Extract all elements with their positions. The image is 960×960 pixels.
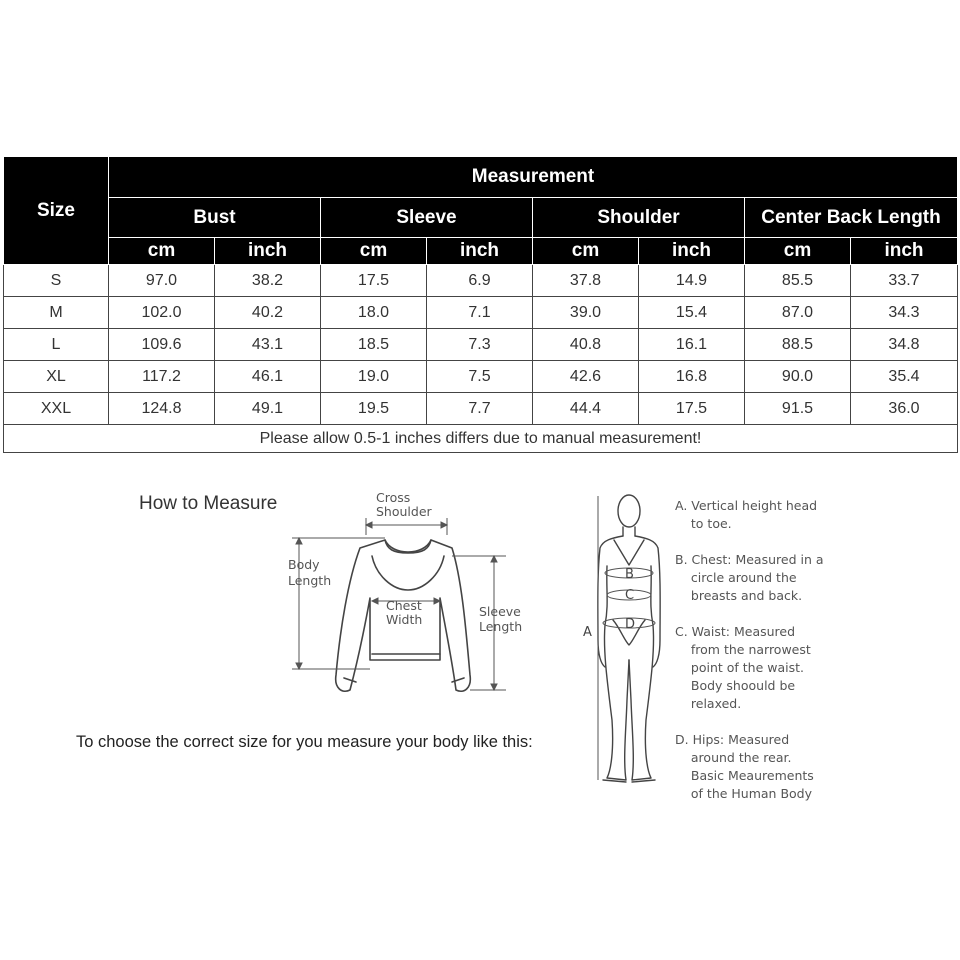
arrowhead — [491, 684, 497, 690]
unit-header: inch — [427, 238, 533, 265]
value-cell: 18.0 — [321, 297, 427, 329]
value-cell: 7.7 — [427, 393, 533, 425]
value-cell: 7.5 — [427, 361, 533, 393]
unit-header: cm — [321, 238, 427, 265]
body-figure-illustration — [598, 495, 660, 782]
legend-line: D. Hips: Measured — [675, 732, 790, 747]
value-cell: 42.6 — [533, 361, 639, 393]
arrowhead — [296, 663, 302, 669]
marker-d: D — [625, 617, 636, 632]
value-cell: 40.2 — [215, 297, 321, 329]
value-cell: 85.5 — [745, 265, 851, 297]
value-cell: 49.1 — [215, 393, 321, 425]
sleeve-length-label: Sleeve — [479, 604, 521, 619]
value-cell: 46.1 — [215, 361, 321, 393]
legend-line: to toe. — [675, 516, 732, 531]
legend-c — [675, 623, 811, 713]
arrowhead — [372, 598, 378, 604]
garment-labels — [288, 490, 522, 634]
arrowhead — [434, 598, 440, 604]
legend-line: of the Human Body — [675, 786, 813, 801]
value-cell: 90.0 — [745, 361, 851, 393]
value-cell: 34.8 — [851, 329, 958, 361]
measure-instruction: To choose the correct size for you measure your body like this: — [76, 733, 533, 751]
body-length-label: Length — [288, 573, 332, 588]
value-cell: 87.0 — [745, 297, 851, 329]
marker-a: A — [583, 625, 592, 640]
value-cell: 117.2 — [109, 361, 215, 393]
size-header: Size — [4, 157, 109, 265]
legend-line: A. Vertical height head — [675, 498, 818, 513]
size-cell: M — [4, 297, 109, 329]
value-cell: 124.8 — [109, 393, 215, 425]
value-cell: 88.5 — [745, 329, 851, 361]
legend-line: Body shoould be — [675, 678, 796, 693]
value-cell: 37.8 — [533, 265, 639, 297]
arrowhead — [491, 556, 497, 562]
value-cell: 97.0 — [109, 265, 215, 297]
measurement-note: Please allow 0.5-1 inches differs due to manual measurement! — [4, 425, 958, 453]
arrowhead — [441, 522, 447, 528]
value-cell: 19.5 — [321, 393, 427, 425]
center-back-length-header: Center Back Length — [745, 198, 958, 238]
value-cell: 39.0 — [533, 297, 639, 329]
value-cell: 18.5 — [321, 329, 427, 361]
cross-shoulder-label: Shoulder — [376, 504, 432, 519]
measurement-header: Measurement — [109, 157, 958, 198]
value-cell: 109.6 — [109, 329, 215, 361]
arrowhead — [296, 538, 302, 544]
value-cell: 16.1 — [639, 329, 745, 361]
legend-line: point of the waist. — [675, 660, 804, 675]
value-cell: 38.2 — [215, 265, 321, 297]
sleeve-header: Sleeve — [321, 198, 533, 238]
value-cell: 34.3 — [851, 297, 958, 329]
legend-d — [675, 731, 814, 803]
size-cell: XL — [4, 361, 109, 393]
value-cell: 14.9 — [639, 265, 745, 297]
legend-a — [675, 497, 817, 533]
value-cell: 40.8 — [533, 329, 639, 361]
sleeve-length-label: Length — [479, 619, 523, 634]
value-cell: 16.8 — [639, 361, 745, 393]
body-length-label: Body — [288, 557, 320, 572]
unit-header: cm — [109, 238, 215, 265]
unit-header: inch — [215, 238, 321, 265]
value-cell: 35.4 — [851, 361, 958, 393]
size-cell: L — [4, 329, 109, 361]
value-cell: 17.5 — [321, 265, 427, 297]
marker-c: C — [625, 588, 635, 603]
value-cell: 36.0 — [851, 393, 958, 425]
value-cell: 102.0 — [109, 297, 215, 329]
unit-header: cm — [533, 238, 639, 265]
value-cell: 91.5 — [745, 393, 851, 425]
figure-markers — [583, 567, 635, 640]
unit-header: cm — [745, 238, 851, 265]
chest-width-label: Width — [386, 612, 423, 627]
unit-header: inch — [851, 238, 958, 265]
legend-line: C. Waist: Measured — [675, 624, 796, 639]
cross-shoulder-label: Cross — [376, 490, 411, 505]
legend-line: from the narrowest — [675, 642, 811, 657]
legend-line: circle around the — [675, 570, 797, 585]
marker-b: B — [625, 567, 634, 582]
chest-width-label: Chest — [386, 598, 422, 613]
value-cell: 17.5 — [639, 393, 745, 425]
legend-b — [675, 551, 824, 605]
size-cell: XXL — [4, 393, 109, 425]
value-cell: 19.0 — [321, 361, 427, 393]
shoulder-header: Shoulder — [533, 198, 745, 238]
unit-header: inch — [639, 238, 745, 265]
value-cell: 7.3 — [427, 329, 533, 361]
value-cell: 33.7 — [851, 265, 958, 297]
legend-line: B. Chest: Measured in a — [675, 552, 824, 567]
legend-line: relaxed. — [675, 696, 742, 711]
value-cell: 43.1 — [215, 329, 321, 361]
value-cell: 6.9 — [427, 265, 533, 297]
legend-line: Basic Meaurements — [675, 768, 814, 783]
bust-header: Bust — [109, 198, 321, 238]
value-cell: 15.4 — [639, 297, 745, 329]
how-to-measure-title: How to Measure — [139, 493, 278, 514]
size-cell: S — [4, 265, 109, 297]
legend-line: breasts and back. — [675, 588, 803, 603]
head — [618, 495, 640, 527]
arrowhead — [366, 522, 372, 528]
value-cell: 7.1 — [427, 297, 533, 329]
value-cell: 44.4 — [533, 393, 639, 425]
legend-line: around the rear. — [675, 750, 792, 765]
